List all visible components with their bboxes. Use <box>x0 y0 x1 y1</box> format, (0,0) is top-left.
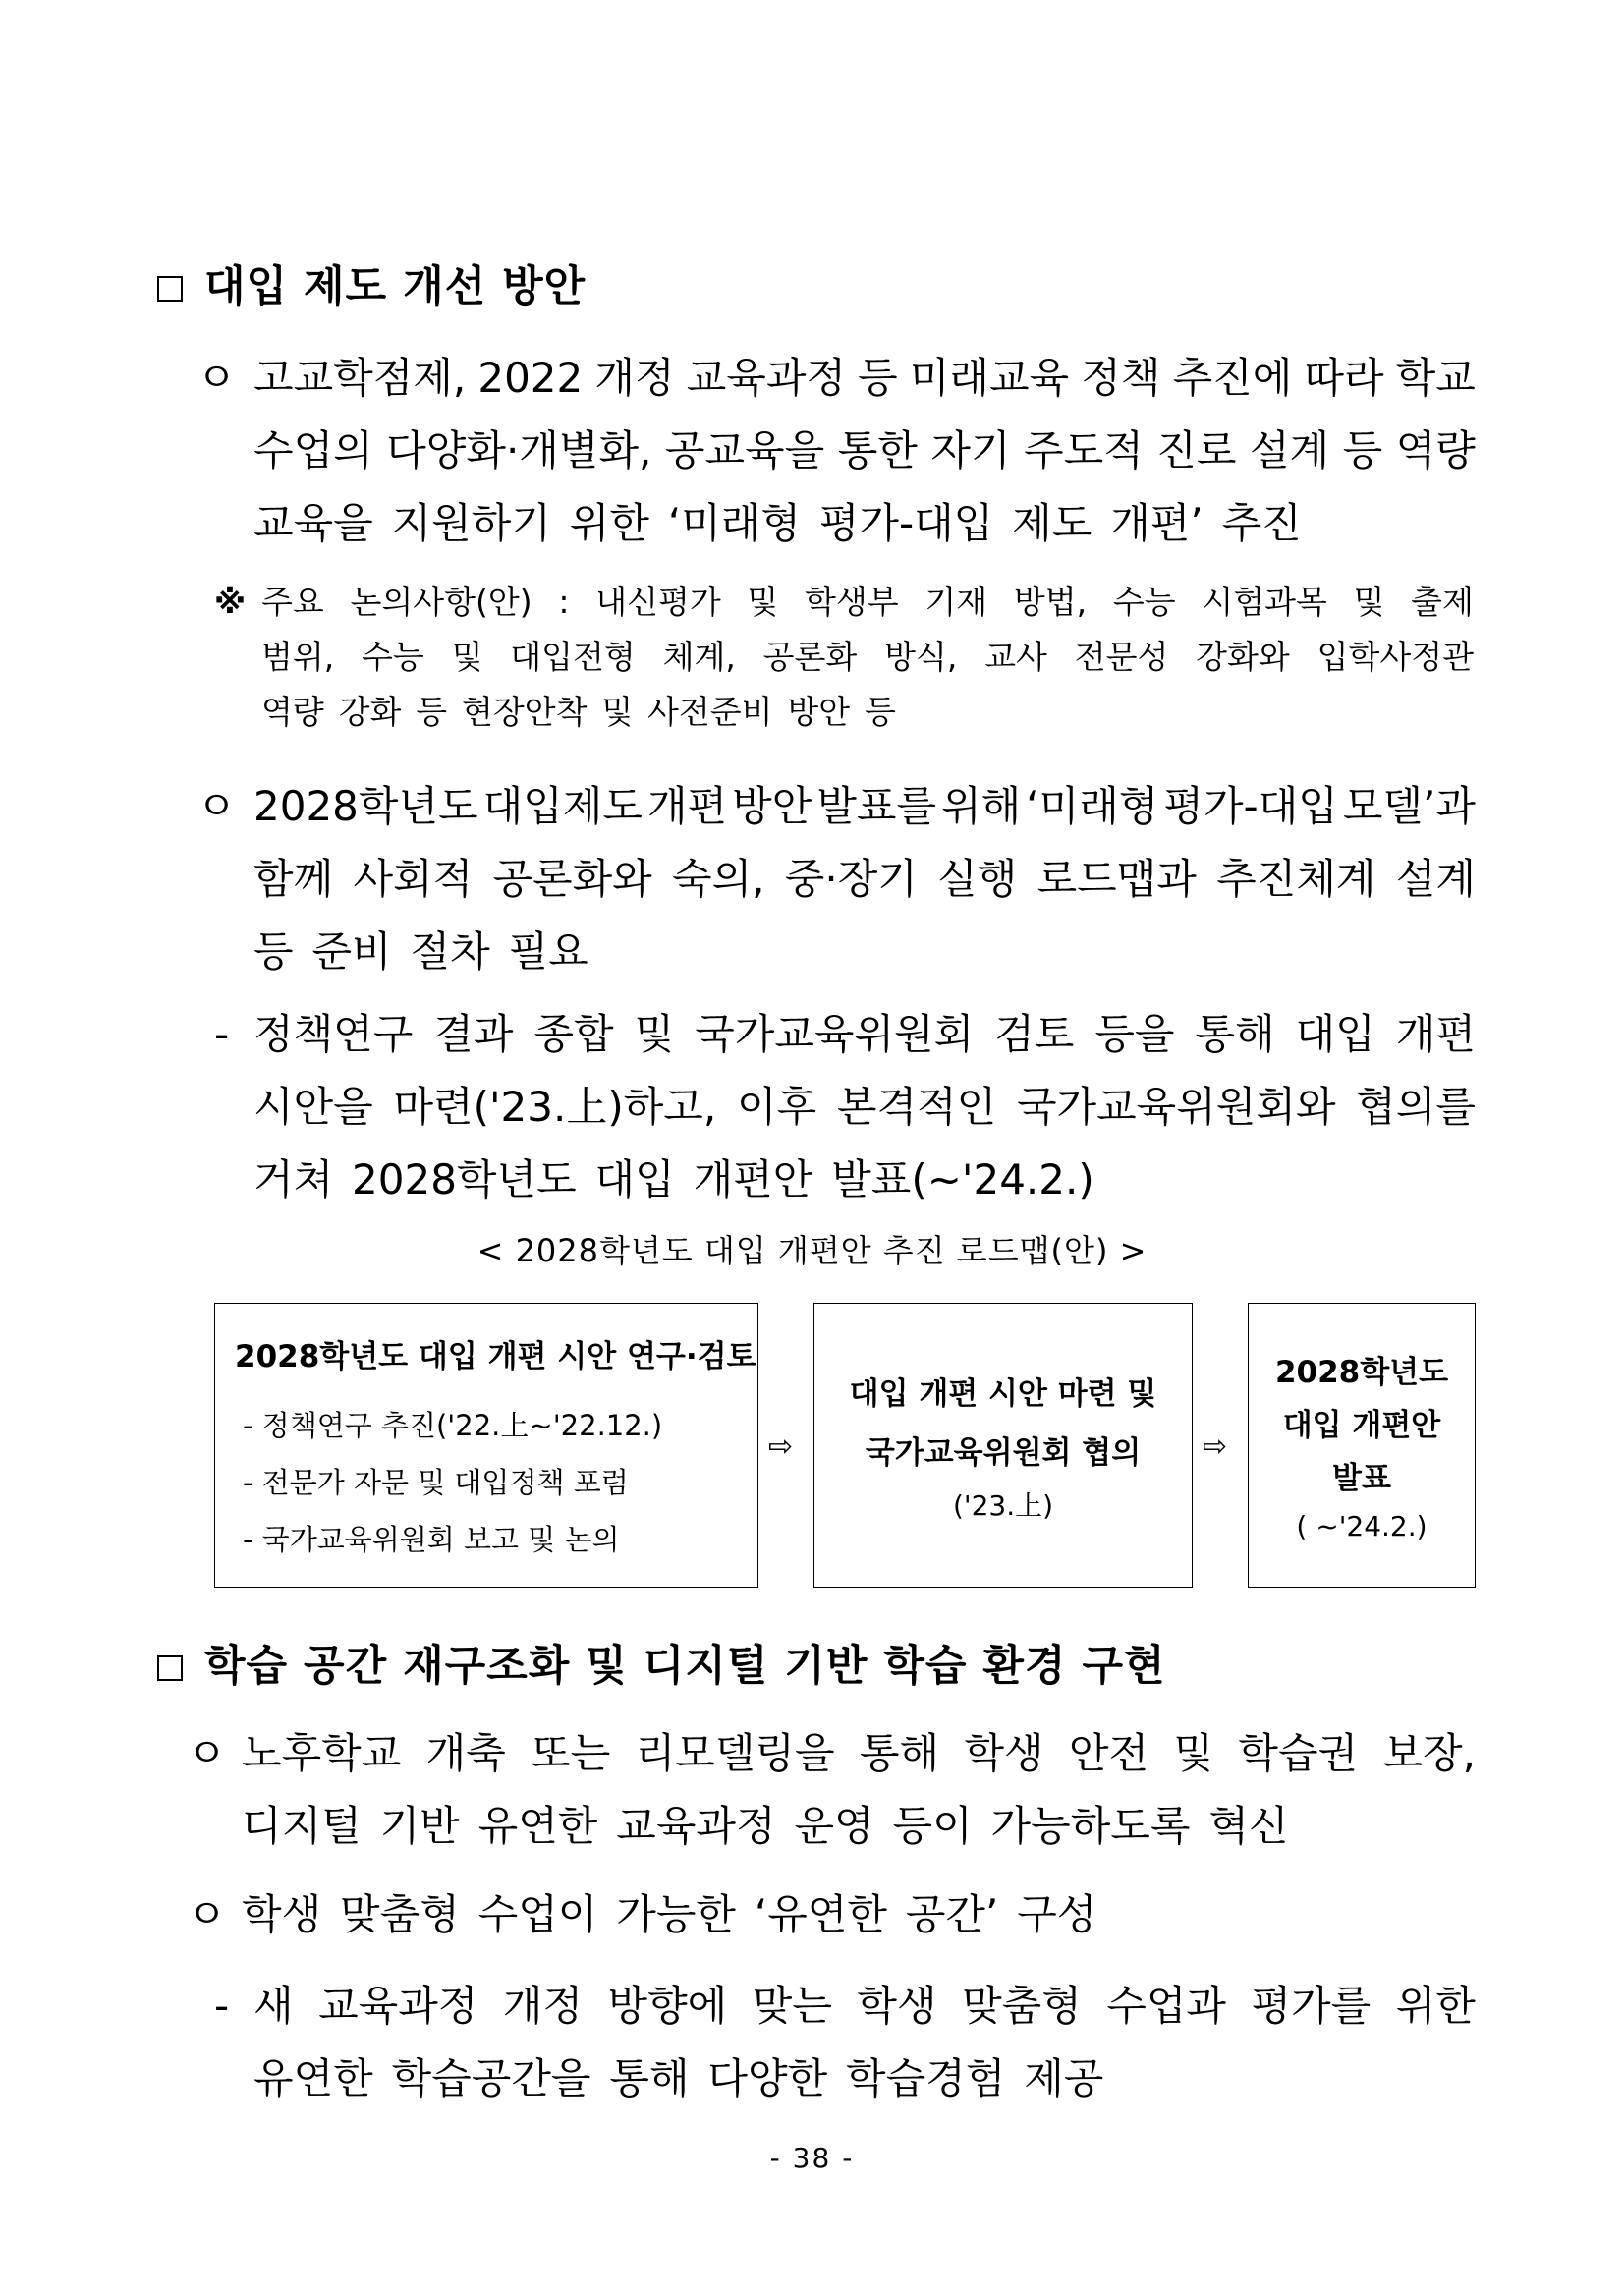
text-line: 새 교육과정 개정 방향에 맞는 학생 맞춤형 수업과 평가를 위한 <box>253 1982 1476 2030</box>
roadmap-box-title: 발표 <box>1332 1461 1391 1496</box>
bullet-item <box>187 1717 1476 1863</box>
roadmap-box-research <box>214 1303 758 1588</box>
dash-item <box>214 998 1476 1216</box>
text-line: 거쳐 2028학년도 대입 개편안 발표(~'24.2.) <box>253 1155 1094 1204</box>
note-line: 주요 논의사항(안) : 내신평가 및 학생부 기재 방법, 수능 시험과목 및 출제 <box>261 583 1474 621</box>
text-line: 수업의 다양화·개별화, 공교육을 통한 자기 주도적 진로 설계 등 역량 <box>253 426 1476 475</box>
text-line: 디지털 기반 유연한 교육과정 운영 등이 가능하도록 혁신 <box>242 1802 1289 1850</box>
roadmap-box-title: 국가교육위원회 협의 <box>865 1435 1142 1471</box>
text-line: 2028학년도 대입제도 개편 방안 발표를 위해 ‘미래형 평가-대입 모델’과 <box>253 782 1476 830</box>
bullet-marker: ㅇ <box>187 1890 227 1938</box>
text-line: 노후학교 개축 또는 리모델링을 통해 학생 안전 및 학습권 보장, <box>242 1729 1476 1777</box>
roadmap-box-title: 대입 개편 시안 마련 및 <box>849 1376 1157 1412</box>
text-line: 정책연구 결과 종합 및 국가교육위원회 검토 등을 통해 대입 개편 <box>253 1010 1476 1058</box>
bullet-item <box>187 1878 1476 1951</box>
text-line: 학생 맞춤형 수업이 가능한 ‘유연한 공간’ 구성 <box>242 1890 1097 1938</box>
dash-marker: - <box>214 1010 230 1058</box>
roadmap-box-item: - 전문가 자문 및 대입정책 포럼 <box>243 1466 629 1499</box>
text-line: 교육을 지원하기 위한 ‘미래형 평가-대입 제도 개편’ 추진 <box>253 499 1302 547</box>
roadmap-box-date: ('23.上) <box>952 1489 1054 1522</box>
note-line: 역량 강화 등 현장안착 및 사전준비 방안 등 <box>261 693 896 731</box>
text-line: 고교학점제, 2022 개정 교육과정 등 미래교육 정책 추진에 따라 학교 <box>253 354 1476 402</box>
text-line: 함께 사회적 공론화와 숙의, 중·장기 실행 로드맵과 추진체계 설계 <box>253 855 1476 903</box>
text-line: 유연한 학습공간을 통해 다양한 학습경험 제공 <box>253 2054 1104 2102</box>
checkbox-square-icon <box>157 1655 183 1681</box>
page-number: - 38 - <box>769 2142 855 2174</box>
roadmap-box-draft <box>813 1303 1193 1588</box>
roadmap-caption: < 2028학년도 대입 개편안 추진 로드맵(안) > <box>476 1232 1148 1269</box>
text-line: 시안을 마련('23.上)하고, 이후 본격적인 국가교육위원회와 협의를 <box>253 1083 1476 1131</box>
bullet-marker: ㅇ <box>196 354 237 402</box>
checkbox-square-icon <box>157 276 183 302</box>
section-heading-learning-space: 학습 공간 재구조화 및 디지털 기반 학습 환경 구현 <box>157 1633 1166 1693</box>
dash-marker: - <box>214 1982 230 2030</box>
dash-item <box>214 1970 1476 2115</box>
roadmap-box-announce <box>1248 1303 1476 1588</box>
right-arrow-icon: ⇨ <box>768 1429 794 1464</box>
section-heading-admission: 대입 제도 개선 방안 <box>157 253 586 313</box>
right-arrow-icon: ⇨ <box>1203 1429 1228 1464</box>
roadmap-box-item: - 정책연구 추진('22.上~'22.12.) <box>243 1409 663 1442</box>
note-line: 범위, 수능 및 대입전형 체계, 공론화 방식, 교사 전문성 강화와 입학사정관 <box>261 638 1474 676</box>
roadmap-box-title: 대입 개편안 <box>1282 1408 1441 1443</box>
bullet-item <box>196 770 1476 988</box>
note-block <box>214 575 1474 740</box>
note-marker: ※ <box>214 583 247 621</box>
text-line: 등 준비 절차 필요 <box>253 927 588 976</box>
bullet-marker: ㅇ <box>196 782 237 830</box>
roadmap-box-title: 2028학년도 대입 개편 시안 연구·검토 <box>235 1339 756 1374</box>
roadmap-box-title: 2028학년도 <box>1274 1355 1449 1390</box>
roadmap-box-item: - 국가교육위원회 보고 및 논의 <box>243 1523 620 1556</box>
bullet-marker: ㅇ <box>187 1729 227 1777</box>
bullet-item <box>196 342 1476 560</box>
roadmap-box-date: ( ~'24.2.) <box>1296 1510 1428 1542</box>
